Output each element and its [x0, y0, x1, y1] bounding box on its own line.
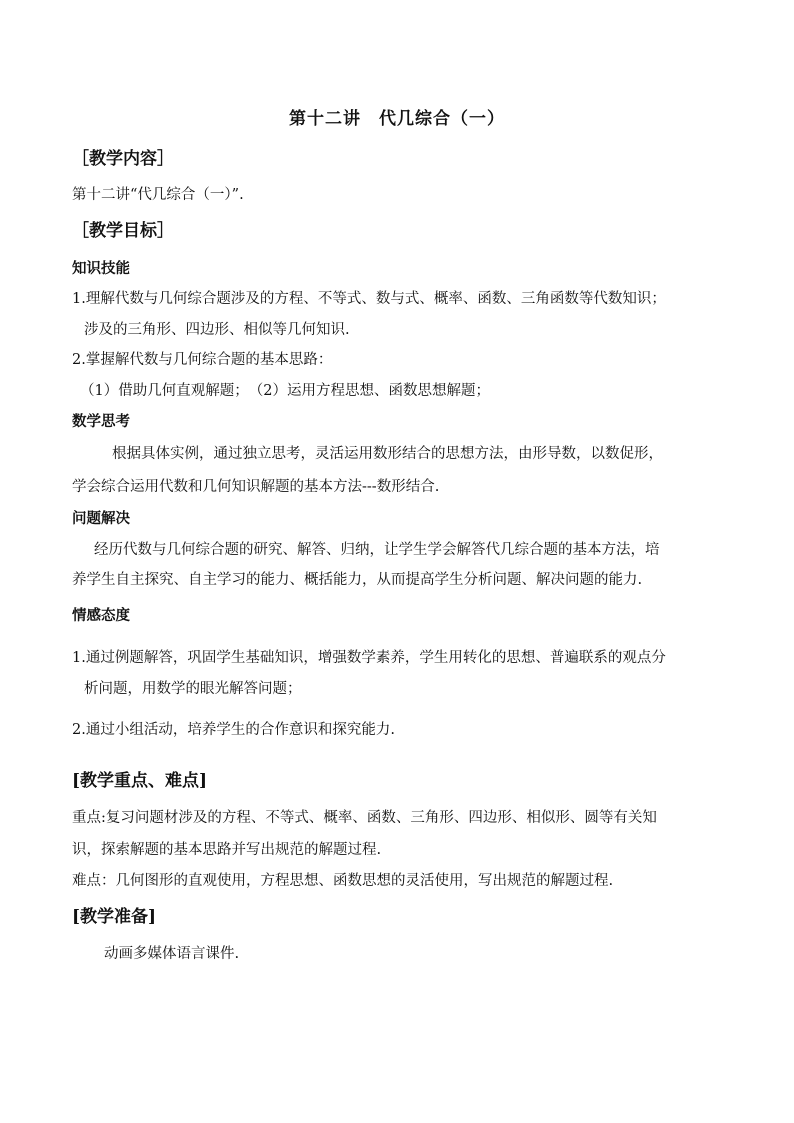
knowledge-item-2: 2.掌握解代数与几何综合题的基本思路：: [72, 352, 333, 368]
page-title: 第十二讲 代几综合（一）: [289, 109, 505, 129]
section-heading-content: ［教学内容］: [72, 149, 174, 169]
prep-text: 动画多媒体语言课件.: [104, 946, 240, 962]
attitude-item-2: 2.通过小组活动，培养学生的合作意识和探究能力.: [72, 722, 395, 738]
subheading-knowledge: 知识技能: [72, 260, 130, 277]
subheading-attitude: 情感态度: [72, 607, 130, 624]
attitude-item-1-line-1: 1.通过例题解答，巩固学生基础知识，增强数学素养，学生用转化的思想、普遍联系的观点分: [72, 650, 666, 666]
knowledge-item-2-sub: （1）借助几何直观解题； （2）运用方程思想、函数思想解题；: [80, 383, 490, 399]
content-text: 第十二讲“代几综合（一）”.: [72, 187, 244, 203]
section-heading-keypoints: [教学重点、难点]: [72, 771, 208, 791]
problem-line-2: 养学生自主探究、自主学习的能力、概括能力，从而提高学生分析问题、解决问题的能力.: [72, 572, 643, 588]
knowledge-item-1-line-2: 涉及的三角形、四边形、相似等几何知识.: [84, 322, 350, 338]
section-heading-prep: [教学准备]: [72, 907, 157, 927]
difficult-point: 难点：几何图形的直观使用，方程思想、函数思想的灵活使用，写出规范的解题过程.: [72, 873, 614, 889]
section-heading-goals: ［教学目标］: [72, 221, 174, 241]
thinking-line-2: 学会综合运用代数和几何知识解题的基本方法---数形结合.: [72, 479, 440, 495]
problem-line-1: 经历代数与几何综合题的研究、解答、归纳，让学生学会解答代几综合题的基本方法，培: [94, 542, 660, 558]
attitude-item-1-line-2: 析问题，用数学的眼光解答问题；: [84, 681, 302, 697]
keypoint-line-2: 识，探索解题的基本思路并写出规范的解题过程.: [72, 842, 382, 858]
subheading-problem: 问题解决: [72, 510, 130, 527]
knowledge-item-1-line-1: 1.理解代数与几何综合题涉及的方程、不等式、数与式、概率、函数、三角函数等代数知识；: [72, 291, 666, 307]
subheading-thinking: 数学思考: [72, 413, 130, 430]
thinking-line-1: 根据具体实例，通过独立思考，灵活运用数形结合的思想方法，由形导数，以数促形，: [112, 446, 663, 462]
keypoint-line-1: 重点:复习问题材涉及的方程、不等式、概率、函数、三角形、四边形、相似形、圆等有关知: [72, 810, 657, 826]
